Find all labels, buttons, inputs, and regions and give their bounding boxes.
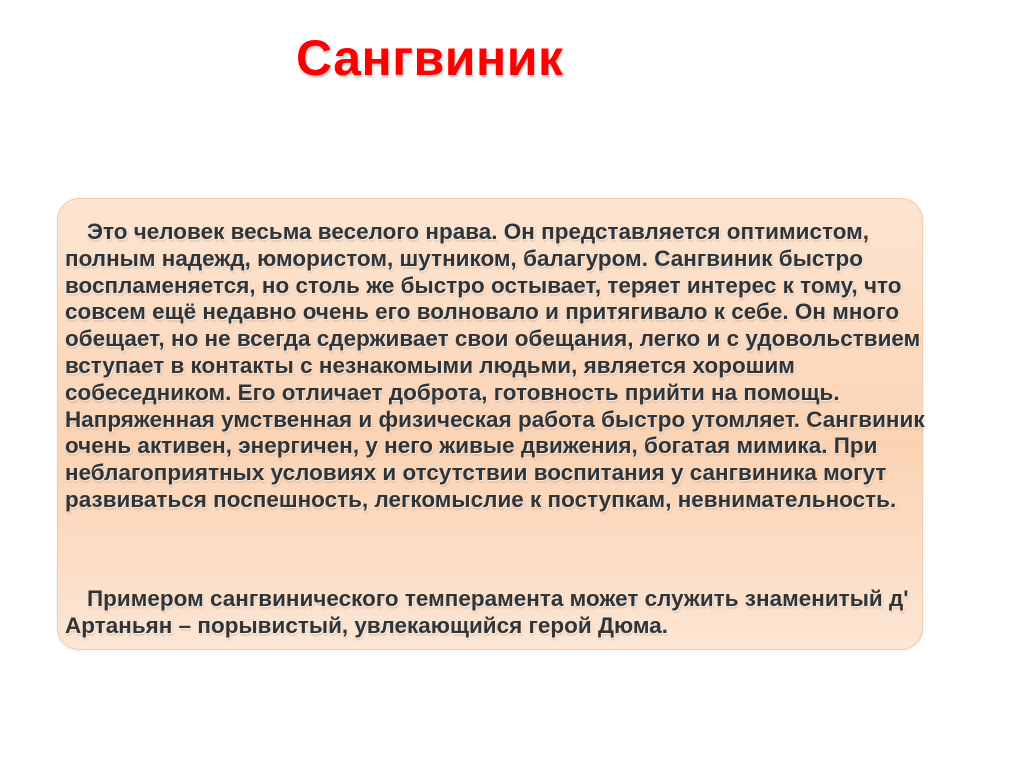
slide-title: Сангвиник: [296, 30, 564, 86]
paragraph-text: Примером сангвинического темперамента может служить знаменитый д' Артаньян – порывистый, увлекающийся герой Дюма.: [65, 586, 909, 638]
paragraph-description: [65, 219, 925, 514]
paragraph-text: Это человек весьма веселого нрава. Он представляется оптимистом, полным надежд, юмористом, шутником, балагуром. Сангвиник быстро воспламеняется, но столь же быстро остывает, теряет интерес к тому, что совсем ещё недавно очень его волновало и притягивало к себе. Он много обещает, но не всегда сдерживает свои обещания, легко и с удовольствием вступает в контакты с незнакомыми людьми, является хорошим собеседником. Его отличает доброта, готовность прийти на помощь. Напряженная умственная и физическая работа быстро утомляет. Сангвиник очень активен, энергичен, у него живые движения, богатая мимика. При неблагоприятных условиях и отсутствии воспитания у сангвиника могут развиваться поспешность, легкомыслие к поступкам, невнимательность.: [65, 219, 925, 512]
paragraph-example: [65, 586, 925, 640]
